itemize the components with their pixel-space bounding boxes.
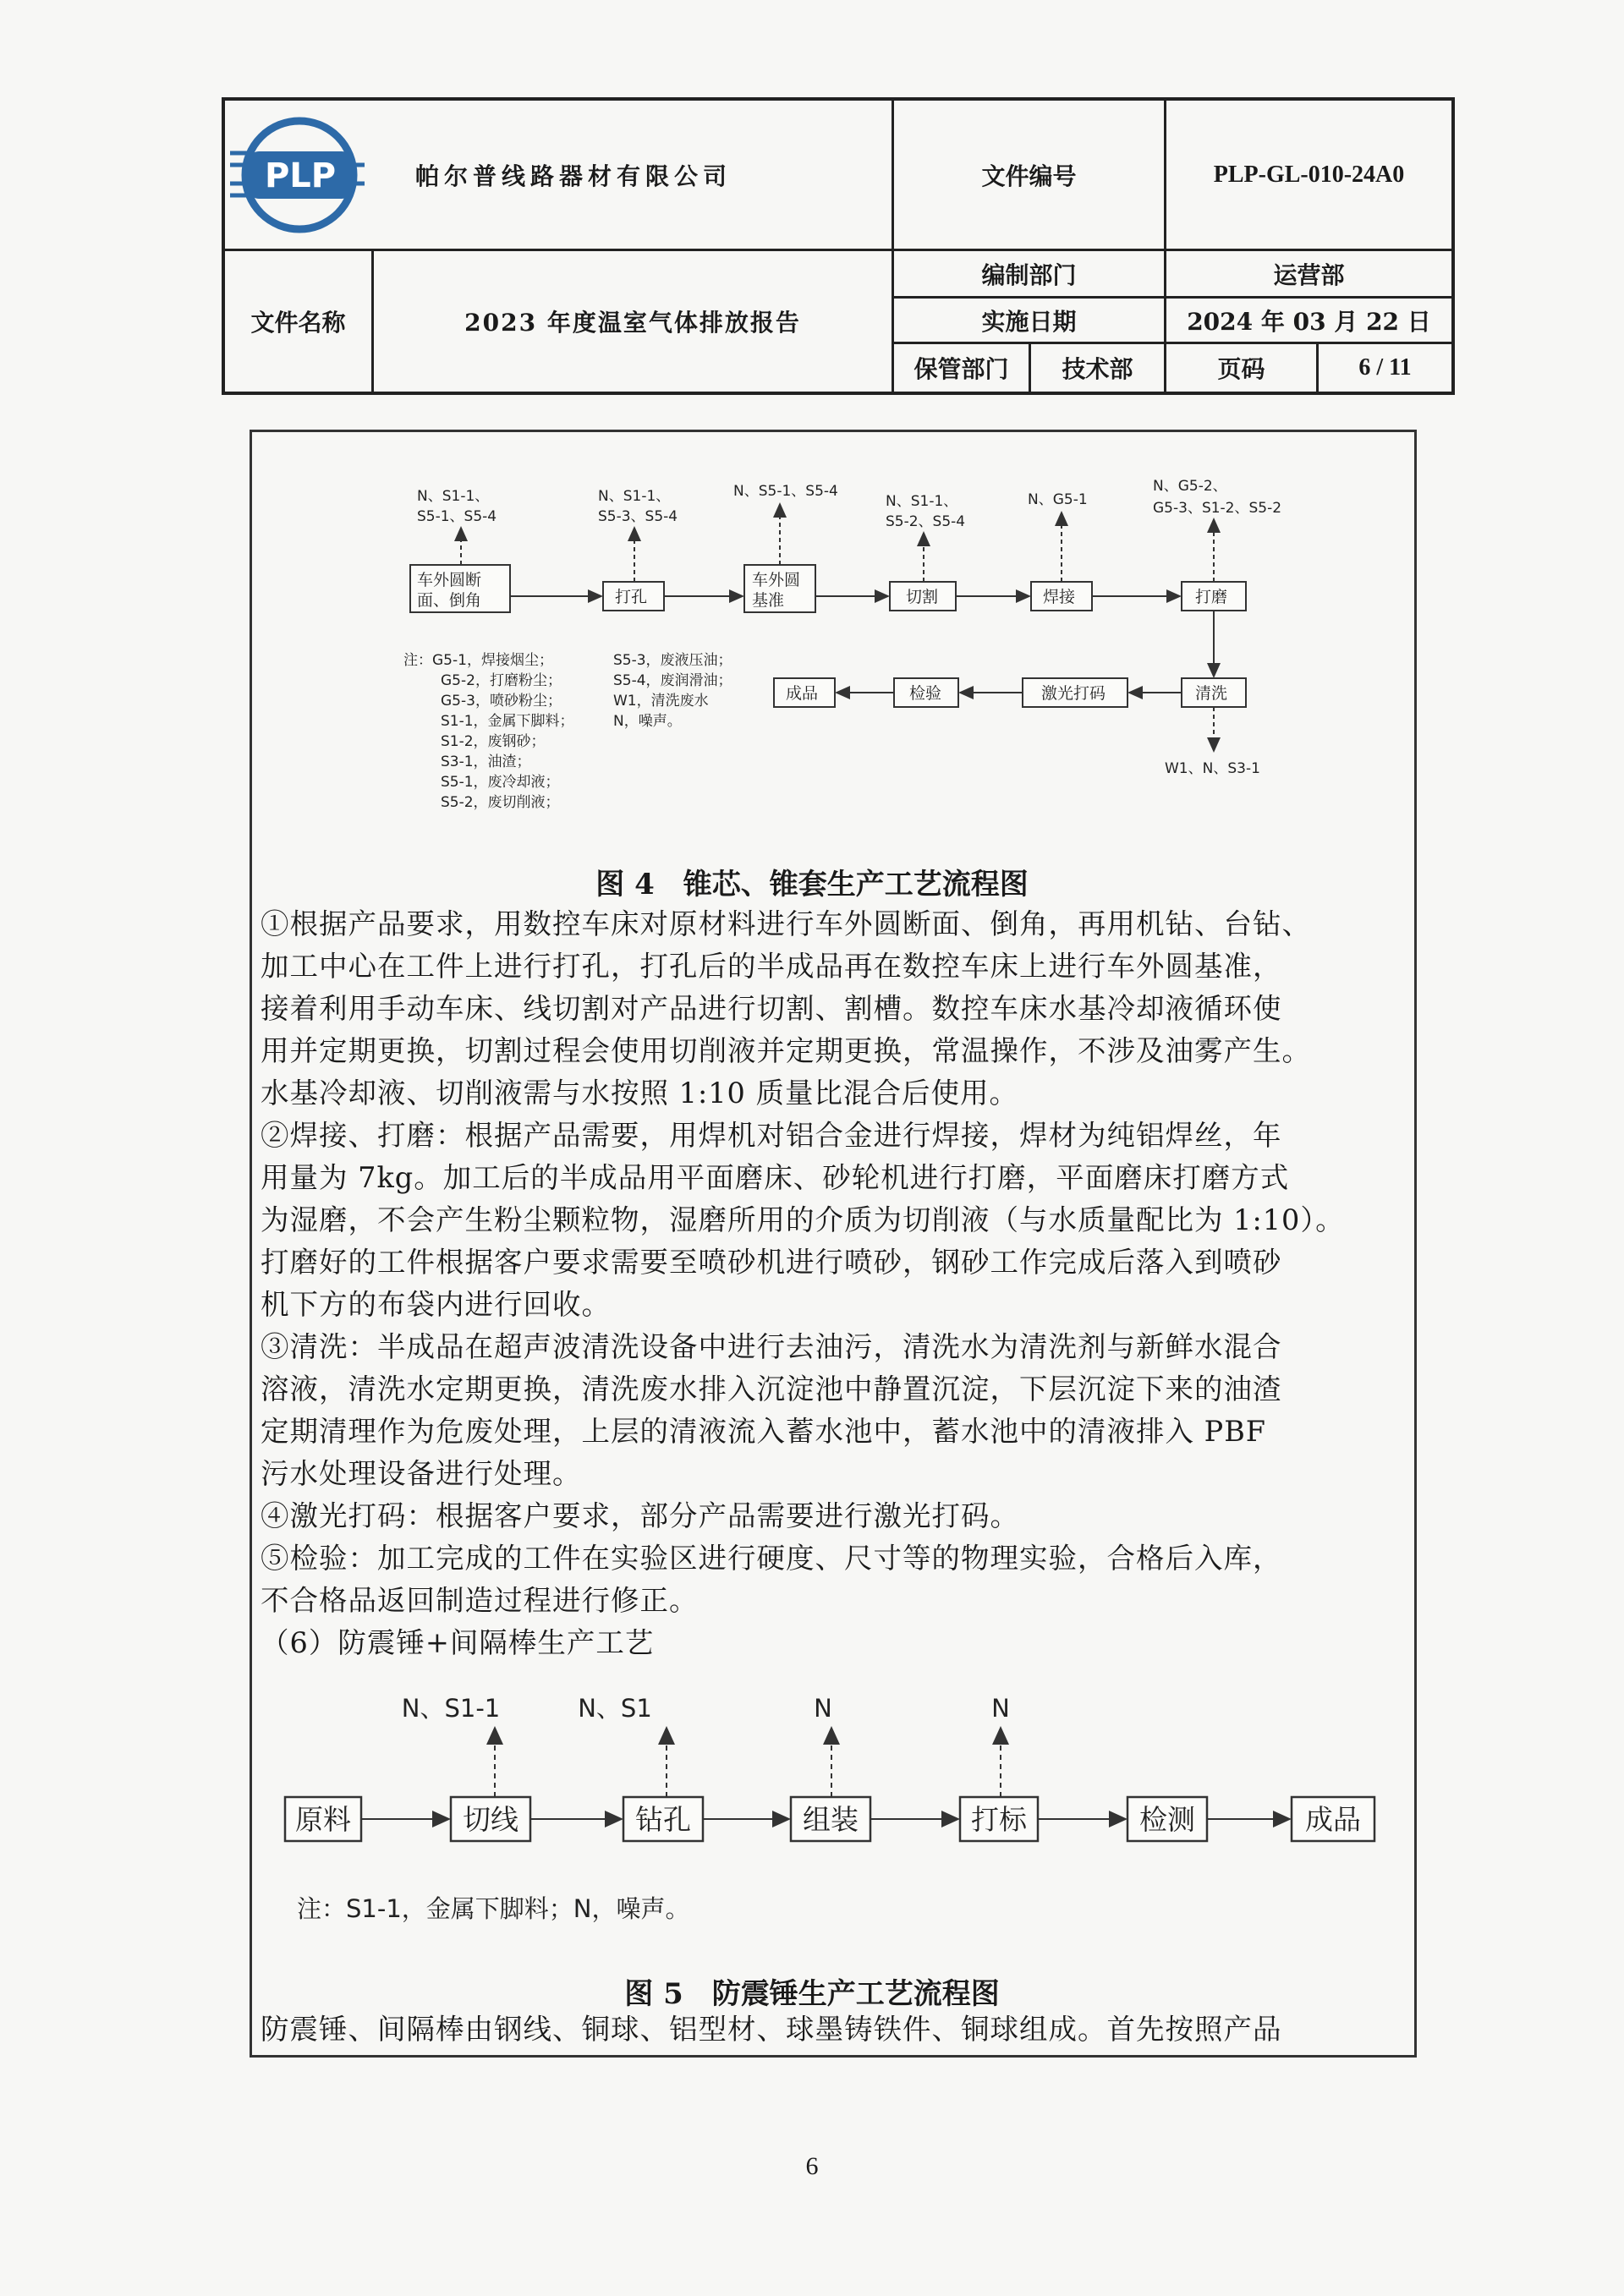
doc-no-label: 文件编号: [981, 162, 1077, 190]
emission-label: S5-2、S5-4: [886, 513, 966, 530]
text-line: 防震锤、间隔棒由钢线、铜球、铝型材、球墨铸铁件、铜球组成。首先按照产品: [261, 2013, 1282, 2046]
legend-note: G5-3，喷砂粉尘；: [441, 693, 562, 710]
text-line: ②焊接、打磨：根据产品需要，用焊机对铝合金进行焊接，焊材为纯铝焊丝，年: [261, 1119, 1282, 1152]
process-box-label: 打孔: [615, 588, 648, 606]
process-box-label: 焊接: [1043, 588, 1076, 606]
process-box-label: 清洗: [1195, 684, 1228, 703]
text-line: 打磨好的工件根据客户要求需要至喷砂机进行喷砂，钢砂工作完成后落入到喷砂: [261, 1246, 1282, 1279]
emission-label: N、S1: [578, 1694, 652, 1723]
legend-note: 注：G5-1，焊接烟尘；: [403, 652, 553, 669]
process-box-label: 车外圆: [752, 571, 801, 589]
legend-note: S5-2，废切削液；: [441, 794, 560, 811]
process-box-label: 面、倒角: [417, 591, 482, 610]
emission-label: N、S1-1、: [598, 488, 671, 505]
page-value: 6 / 11: [1358, 354, 1412, 381]
dept-value: 运营部: [1273, 260, 1345, 289]
section-heading: （6）防震锤+间隔棒生产工艺: [261, 1626, 655, 1659]
date-label: 实施日期: [981, 307, 1077, 336]
text-line: ①根据产品要求，用数控车床对原材料进行车外圆断面、倒角，再用机钻、台钻、: [261, 907, 1311, 940]
emission-label: N、S1-1、: [886, 493, 958, 510]
emission-label: N: [814, 1694, 832, 1723]
legend-note: S5-4，废润滑油；: [613, 672, 732, 689]
figure-5-flowchart: [250, 1679, 1417, 1932]
page-label: 页码: [1217, 355, 1265, 383]
process-box-label: 检验: [909, 684, 942, 703]
text-line: 定期清理作为危废处理，上层的清液流入蓄水池中，蓄水池中的清液排入 PBF: [261, 1415, 1267, 1448]
emission-label: N、G5-1: [1028, 491, 1088, 508]
process-box-label: 车外圆断: [417, 571, 482, 589]
header-table: [222, 97, 1455, 395]
emission-label: S5-1、S5-4: [417, 508, 497, 525]
text-line: ③清洗：半成品在超声波清洗设备中进行去油污，清洗水为清洗剂与新鲜水混合: [261, 1330, 1282, 1363]
process-box-label: 检测: [1139, 1803, 1195, 1836]
figure-5-caption: 图 5 防震锤生产工艺流程图: [624, 1977, 1000, 2011]
process-box-label: 原料: [295, 1803, 351, 1836]
text-line: 接着利用手动车床、线切割对产品进行切割、割槽。数控车床水基冷却液循环使: [261, 992, 1282, 1025]
text-line: 溶液，清洗水定期更换，清洗废水排入沉淀池中静置沉淀，下层沉淀下来的油渣: [261, 1373, 1282, 1406]
legend-note: S1-1，金属下脚料；: [441, 713, 574, 730]
process-box-label: 切线: [463, 1803, 518, 1836]
process-box-label: 钻孔: [635, 1803, 691, 1836]
text-line: 机下方的布袋内进行回收。: [261, 1288, 611, 1321]
legend-note: S5-3，废液压油；: [613, 652, 732, 669]
dept-label: 编制部门: [981, 260, 1077, 289]
process-box-label: 基准: [752, 591, 785, 610]
emission-label: N、S5-1、S5-4: [733, 483, 838, 500]
figure-5-note: 注：S1-1，金属下脚料；N，噪声。: [297, 1894, 690, 1923]
keep-label: 保管部门: [914, 355, 1009, 383]
emission-label: N: [991, 1694, 1010, 1723]
text-line: 为湿磨，不会产生粉尘颗粒物，湿磨所用的介质为切削液（与水质量配比为 1:10）。: [261, 1203, 1345, 1236]
legend-note: S1-2，废钢砂；: [441, 733, 546, 750]
doc-no: PLP-GL-010-24A0: [1213, 161, 1405, 188]
text-line: ⑤检验：加工完成的工件在实验区进行硬度、尺寸等的物理实验，合格后入库，: [261, 1542, 1282, 1575]
emission-label: N、S1-1、: [417, 488, 490, 505]
figure-4-caption: 图 4 锥芯、锥套生产工艺流程图: [595, 868, 1029, 901]
body-text-continued: [261, 2008, 1404, 2051]
process-box-label: 激光打码: [1041, 684, 1106, 703]
emission-label: W1、N、S3-1: [1165, 760, 1260, 777]
date-value: 2024 年 03 月 22 日: [1187, 307, 1431, 336]
text-line: 水基冷却液、切削液需与水按照 1:10 质量比混合后使用。: [261, 1077, 1019, 1110]
legend-note: S5-1，废冷却液；: [441, 774, 560, 791]
legend-note: N，噪声。: [613, 713, 682, 730]
text-line: 污水处理设备进行处理。: [261, 1457, 582, 1490]
logo-text: PLP: [264, 156, 337, 195]
emission-label: N、G5-2、: [1153, 478, 1227, 495]
text-line: 不合格品返回制造过程进行修正。: [261, 1584, 699, 1617]
company-logo: [225, 109, 365, 240]
body-text: [261, 903, 1404, 1664]
page-number: 6: [805, 2152, 819, 2180]
process-box-label: 切割: [906, 588, 939, 606]
legend-note: G5-2，打磨粉尘；: [441, 672, 562, 689]
figure-4-flowchart: [250, 457, 1417, 846]
emission-label: N、S1-1: [401, 1694, 501, 1723]
text-line: 加工中心在工件上进行打孔，打孔后的半成品再在数控车床上进行车外圆基准，: [261, 950, 1282, 983]
keep-value: 技术部: [1062, 355, 1133, 383]
process-box-label: 成品: [786, 684, 819, 703]
emission-label: G5-3、S1-2、S5-2: [1153, 500, 1282, 517]
legend-note: S3-1，油渣；: [441, 753, 531, 770]
process-box-label: 组装: [803, 1803, 859, 1836]
process-box-label: 成品: [1305, 1803, 1361, 1836]
text-line: 用量为 7kg。加工后的半成品用平面磨床、砂轮机进行打磨，平面磨床打磨方式: [261, 1161, 1290, 1194]
legend-note: W1，清洗废水: [613, 693, 709, 710]
process-box-label: 打磨: [1195, 588, 1228, 606]
process-box-label: 打标: [971, 1803, 1027, 1836]
emission-label: S5-3、S5-4: [598, 508, 678, 525]
file-name-label: 文件名称: [250, 309, 346, 337]
document-title: 2023 年度温室气体排放报告: [464, 309, 801, 337]
text-line: 用并定期更换，切割过程会使用切削液并定期更换，常温操作，不涉及油雾产生。: [261, 1034, 1311, 1067]
text-line: ④激光打码：根据客户要求，部分产品需要进行激光打码。: [261, 1499, 1019, 1532]
company-name: 帕尔普线路器材有限公司: [415, 162, 732, 190]
